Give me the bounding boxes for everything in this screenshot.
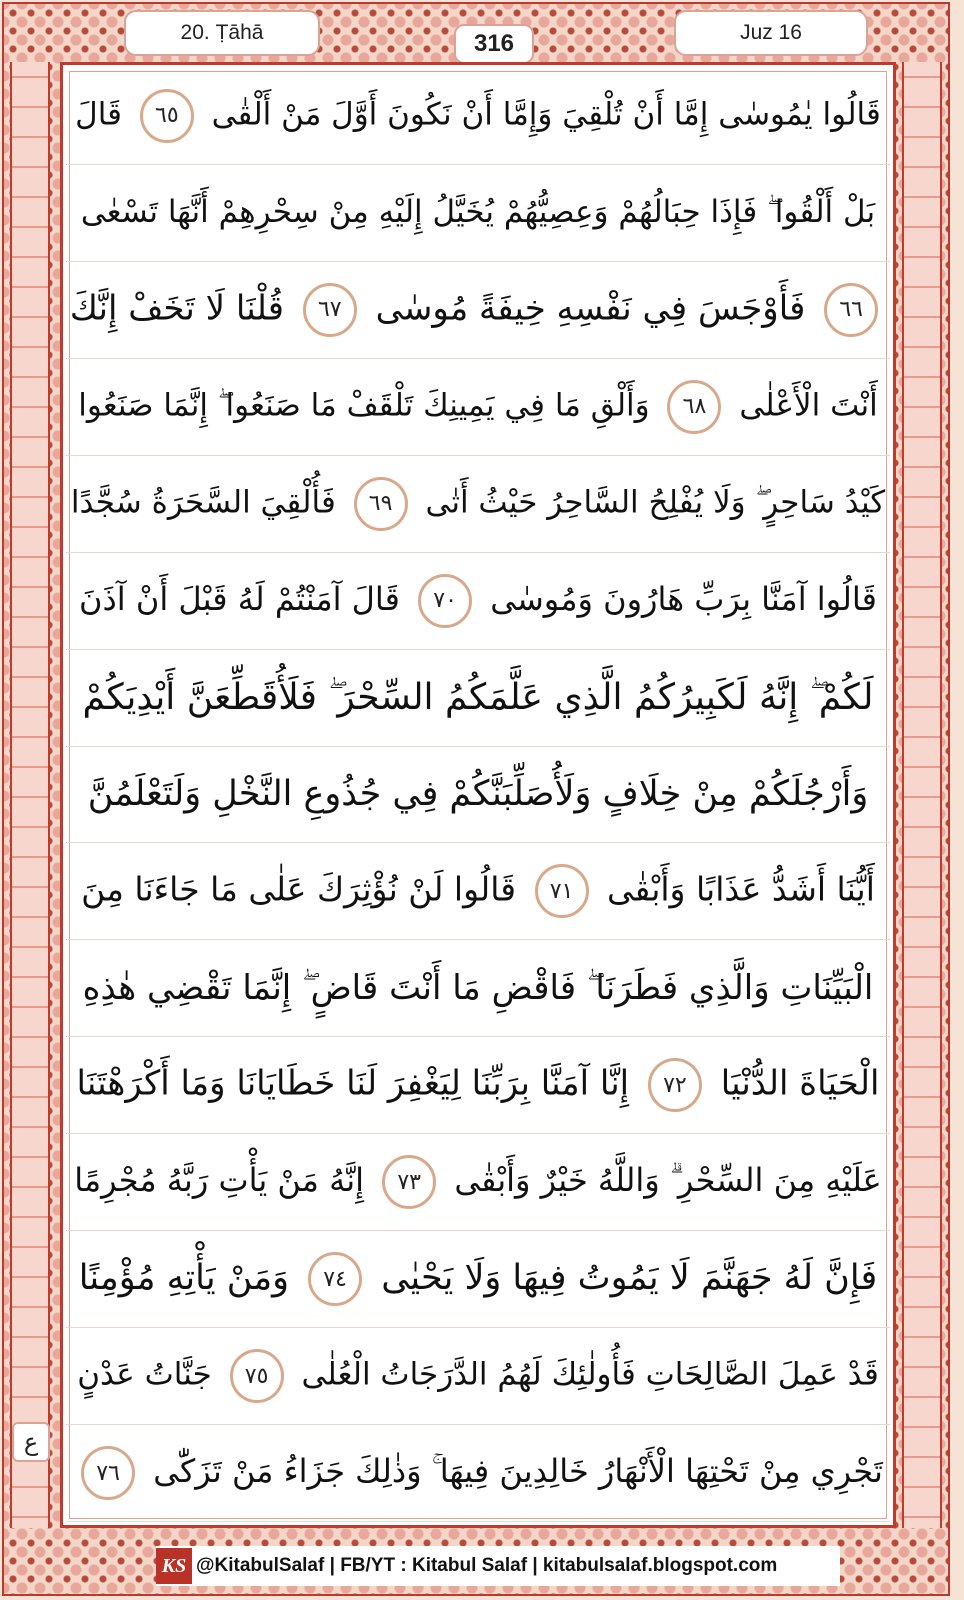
verse-segment: وَأَرْجُلَكُمْ مِنْ خِلَافٍ وَلَأُصَلِّبَنَّكُمْ فِي جُذُوعِ النَّخْلِ وَلَتَعْلَمُنَّ — [87, 774, 869, 815]
footer-text: @KitabulSalaf | FB/YT : Kitabul Salaf | kitabulsalaf.blogspot.com — [196, 1555, 778, 1576]
verse-segment: بَلْ أَلْقُوا ۖ فَإِذَا حِبَالُهُمْ وَعِصِيُّهُمْ يُخَيَّلُ إِلَيْهِ مِنْ سِحْرِهِمْ أَنَّهَا تَسْعٰى — [80, 194, 876, 231]
quran-line — [66, 359, 890, 456]
ayah-number-marker: ٧١ — [535, 864, 589, 918]
quran-line — [66, 1231, 890, 1328]
verse-segment: قَالُوا آمَنَّا بِرَبِّ هَارُونَ وَمُوسٰى — [480, 579, 877, 618]
verse-text — [73, 1446, 883, 1500]
verse-segment: عَلَيْهِ مِنَ السِّحْرِ ۗ وَاللَّهُ خَيْرٌ وَأَبْقٰى — [444, 1161, 882, 1200]
quran-text-lines — [66, 68, 890, 1522]
verse-text — [75, 89, 881, 143]
verse-segment: لَكُمْ ۖ إِنَّهُ لَكَبِيرُكُمُ الَّذِي عَلَّمَكُمُ السِّحْرَ ۖ فَلَأُقَطِّعَنَّ أَيْدِيَكُمْ — [82, 676, 874, 718]
ayah-number-marker: ٦٥ — [140, 89, 194, 143]
ayah-number-marker: ٧٠ — [418, 574, 472, 628]
quran-line — [66, 1328, 890, 1425]
quran-line — [66, 553, 890, 650]
ayah-number-marker: ٦٨ — [667, 380, 721, 434]
verse-text — [77, 1349, 879, 1403]
quran-line — [66, 456, 890, 553]
verse-segment: إِنَّا آمَنَّا بِرَبِّنَا لِيَغْفِرَ لَنَا خَطَايَانَا وَمَا أَكْرَهْتَنَا — [76, 1063, 640, 1104]
verse-text — [88, 774, 869, 814]
verse-text — [74, 1155, 882, 1209]
quran-line — [66, 262, 890, 359]
right-ornament-stripe — [902, 62, 942, 1528]
ruku-marker: ع — [12, 1422, 50, 1462]
ayah-number-marker: ٦٩ — [354, 477, 408, 531]
verse-text — [81, 864, 875, 918]
ayah-number-marker: ٧٥ — [230, 1349, 284, 1403]
verse-segment: فَإِنَّ لَهُ جَهَنَّمَ لَا يَمُوتُ فِيهَا وَلَا يَحْيٰى — [370, 1258, 878, 1299]
verse-text — [83, 968, 874, 1008]
verse-segment: الْبَيِّنَاتِ وَالَّذِي فَطَرَنَا ۖ فَاقْضِ مَا أَنْتَ قَاضٍ ۖ إِنَّمَا تَقْضِي هٰذِهِ — [82, 968, 874, 1009]
verse-segment: أَيُّنَا أَشَدُّ عَذَابًا وَأَبْقٰى — [596, 869, 875, 909]
verse-text — [79, 574, 877, 628]
ayah-number-marker: ٦٧ — [303, 283, 357, 337]
quran-line — [66, 165, 890, 262]
verse-segment: فَأُلْقِيَ السَّحَرَةُ سُجَّدًا — [70, 484, 346, 521]
page-number: 316 — [454, 24, 534, 64]
verse-segment: قَالُوا يٰمُوسٰى إِمَّا أَنْ تُلْقِيَ وَإِمَّا أَنْ نَكُونَ أَوَّلَ مَنْ أَلْقٰى — [201, 96, 881, 133]
verse-text — [82, 677, 873, 719]
verse-text — [81, 194, 875, 231]
footer-credit — [156, 1546, 840, 1586]
left-ornament-stripe — [10, 62, 50, 1528]
verse-segment: إِنَّهُ مَنْ يَأْتِ رَبَّهُ مُجْرِمًا — [74, 1161, 375, 1200]
quran-line — [66, 650, 890, 747]
verse-segment: قَالُوا لَنْ نُؤْثِرَكَ عَلٰى مَا جَاءَنَا مِنَ — [81, 869, 527, 909]
quran-line — [66, 68, 890, 165]
verse-segment: قَدْ عَمِلَ الصَّالِحَاتِ فَأُولٰئِكَ لَهُمُ الدَّرَجَاتُ الْعُلٰى — [291, 1356, 879, 1393]
verse-segment: أَنْتَ الْأَعْلٰى — [729, 387, 878, 424]
juz-label: Juz 16 — [674, 10, 868, 56]
ayah-number-marker: ٦٦ — [824, 283, 878, 337]
verse-segment: كَيْدُ سَاحِرٍ ۖ وَلَا يُفْلِحُ السَّاحِرُ حَيْثُ أَتٰى — [415, 484, 886, 521]
verse-text — [77, 1058, 880, 1112]
surah-name-label: 20. Ṭāhā — [124, 10, 320, 56]
ayah-number-marker: ٧٤ — [308, 1252, 362, 1306]
quran-line — [66, 843, 890, 940]
verse-segment: قَالَ آمَنْتُمْ لَهُ قَبْلَ أَنْ آذَنَ — [79, 579, 411, 618]
verse-segment: قَالَ — [75, 96, 132, 133]
verse-segment: وَأَلْقِ مَا فِي يَمِينِكَ تَلْقَفْ مَا صَنَعُوا ۖ إِنَّمَا صَنَعُوا — [78, 387, 660, 424]
verse-segment: الْحَيَاةَ الدُّنْيَا — [709, 1063, 880, 1104]
verse-text — [70, 283, 886, 337]
quran-line — [66, 1037, 890, 1134]
verse-segment: جَنَّاتُ عَدْنٍ — [77, 1356, 222, 1393]
quran-line — [66, 1425, 890, 1522]
quran-line — [66, 747, 890, 844]
ayah-number-marker: ٧٣ — [382, 1155, 436, 1209]
kitabulsalaf-logo: KS — [156, 1548, 192, 1584]
quran-line — [66, 940, 890, 1037]
verse-segment: قُلْنَا لَا تَخَفْ إِنَّكَ — [69, 288, 295, 329]
verse-text — [78, 380, 878, 434]
verse-segment: وَمَنْ يَأْتِهِ مُؤْمِنًا — [78, 1258, 301, 1299]
verse-segment: فَأَوْجَسَ فِي نَفْسِهِ خِيفَةً مُوسٰى — [364, 288, 817, 329]
quran-line — [66, 1134, 890, 1231]
ayah-number-marker: ٧٦ — [81, 1446, 135, 1500]
verse-segment: تَجْرِي مِنْ تَحْتِهَا الْأَنْهَارُ خَالِدِينَ فِيهَا ۚ وَذٰلِكَ جَزَاءُ مَنْ تَزَكّٰى — [143, 1452, 883, 1491]
verse-text — [79, 1252, 878, 1306]
verse-text — [71, 477, 885, 531]
ayah-number-marker: ٧٢ — [648, 1058, 702, 1112]
